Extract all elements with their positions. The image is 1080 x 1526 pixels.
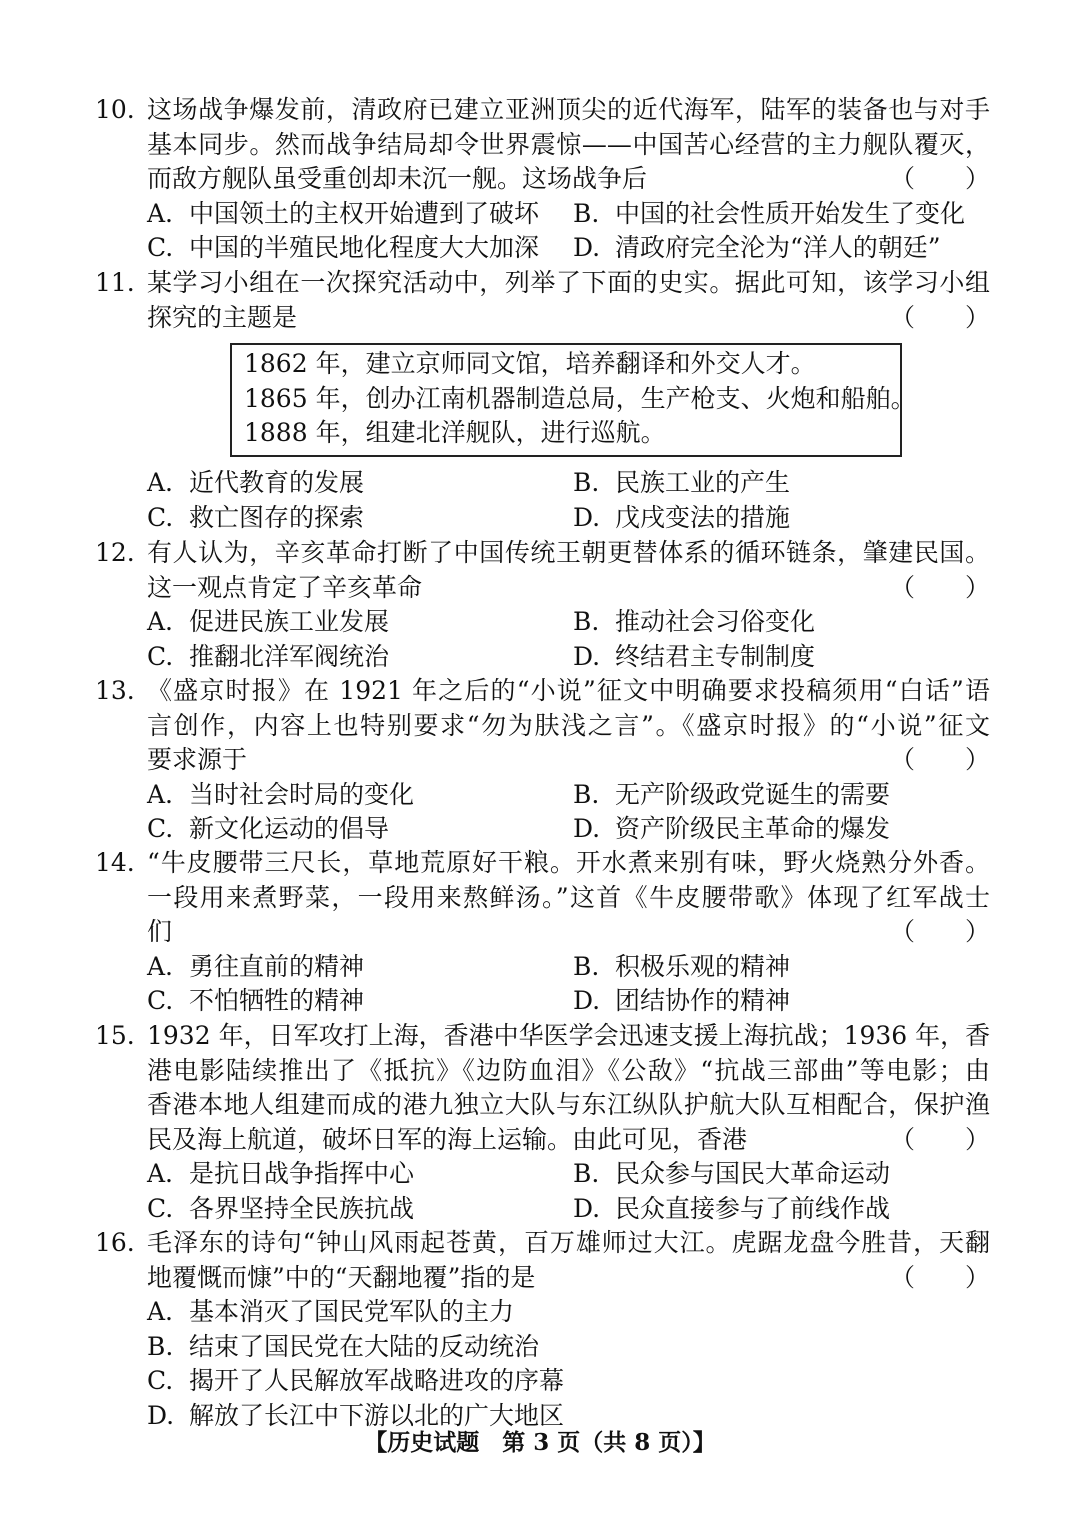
options: [95, 950, 990, 1019]
question-line: [95, 1261, 990, 1296]
option-a: A. 当时社会时局的变化: [147, 779, 415, 809]
question-text: 民及海上航道，破坏日军的海上运输。由此可见，香港: [147, 1124, 748, 1154]
option-a: A. 勇往直前的精神: [147, 951, 365, 981]
question-line: [95, 709, 990, 744]
option-c: C. 揭开了人民解放军战略进攻的序幕: [147, 1366, 565, 1395]
question-number: 10.: [95, 95, 135, 124]
question-line: [95, 301, 990, 336]
question-15: [95, 1019, 990, 1226]
question-14: [95, 846, 990, 1019]
options: [95, 197, 990, 266]
question-line: [95, 128, 990, 163]
question-line: [95, 743, 990, 778]
question-line: [95, 1226, 990, 1261]
option-a: A. 促进民族工业发展: [147, 607, 390, 636]
question-line: [95, 881, 990, 916]
options: [95, 1157, 990, 1226]
option-d: D. 团结协作的精神: [573, 986, 791, 1015]
option-c: C. 救亡图存的探索: [147, 502, 365, 532]
option-c: C. 各界坚持全民族抗战: [147, 1193, 415, 1223]
question-text: 要求源于: [147, 745, 248, 774]
question-text: “牛皮腰带三尺长，草地荒原好干粮。开水煮来别有味，野火烧熟分外香。: [147, 848, 990, 877]
answer-blank: （ ）: [889, 1124, 990, 1154]
option-b: B. 民众参与国民大革命运动: [573, 1159, 891, 1188]
question-text: 这场战争爆发前，清政府已建立亚洲顶尖的近代海军，陆军的装备也与对手: [147, 95, 990, 124]
answer-blank: （ ）: [889, 572, 990, 602]
option-c: C. 新文化运动的倡导: [147, 814, 390, 843]
question-11: [95, 266, 990, 335]
option-a: A. 近代教育的发展: [147, 468, 365, 497]
question-line: [95, 93, 990, 128]
option-d: D. 戊戌变法的措施: [573, 502, 791, 532]
option-d: D. 资产阶级民主革命的爆发: [573, 814, 891, 843]
question-text: 言创作，内容上也特别要求“勿为肤浅之言”。《盛京时报》的“小说”征文: [147, 710, 990, 740]
fact-line: 1862 年，建立京师同文馆，培养翻译和外交人才。: [244, 349, 816, 378]
question-text: 探究的主题是: [147, 302, 298, 332]
options: [95, 778, 990, 847]
answer-blank: （ ）: [889, 1262, 990, 1292]
option-d: D. 民众直接参与了前线作战: [573, 1193, 891, 1223]
question-number: 12.: [95, 538, 135, 567]
question-line: [95, 674, 990, 709]
question-number: 15.: [95, 1021, 135, 1050]
options: [95, 1295, 990, 1433]
answer-blank: （ ）: [889, 745, 990, 774]
question-text: 某学习小组在一次探究活动中，列举了下面的史实。据此可知，该学习小组: [147, 268, 990, 297]
option-a: A. 基本消灭了国民党军队的主力: [147, 1297, 515, 1326]
options: [95, 466, 990, 535]
page-footer: 【历史试题 第 3 页（共 8 页）】: [364, 1429, 716, 1456]
option-c: C. 推翻北洋军阀统治: [147, 641, 390, 671]
question-text: 而敌方舰队虽受重创却未沉一舰。这场战争后: [147, 164, 648, 193]
option-b: B. 民族工业的产生: [573, 468, 791, 497]
question-16: [95, 1226, 990, 1433]
question-line: [95, 266, 990, 301]
answer-blank: （ ）: [889, 302, 990, 332]
option-b: B. 无产阶级政党诞生的需要: [573, 779, 891, 809]
question-line: [95, 846, 990, 881]
question-13: [95, 674, 990, 847]
question-line: [95, 1019, 990, 1054]
question-text: 港电影陆续推出了《抵抗》《边防血泪》《公敌》“抗战三部曲”等电影；由: [147, 1055, 990, 1085]
question-text: 《盛京时报》在 1921 年之后的“小说”征文中明确要求投稿须用“白话”语: [147, 676, 990, 705]
question-number: 16.: [95, 1228, 135, 1257]
option-a: A. 中国领土的主权开始遭到了破坏: [147, 198, 540, 228]
answer-blank: （ ）: [889, 917, 990, 946]
question-text: 毛泽东的诗句“钟山风雨起苍黄，百万雄师过大江。虎踞龙盘今胜昔，天翻: [147, 1228, 990, 1257]
question-line: [95, 1088, 990, 1123]
question-line: [95, 571, 990, 606]
question-text: 有人认为，辛亥革命打断了中国传统王朝更替体系的循环链条，肇建民国。: [147, 538, 990, 567]
question-line: [95, 162, 990, 197]
question-line: [95, 1123, 990, 1158]
fact-line: 1888 年，组建北洋舰队，进行巡航。: [244, 418, 666, 447]
question-10: [95, 93, 990, 266]
answer-blank: （ ）: [889, 164, 990, 193]
option-d: D. 清政府完全沦为“洋人的朝廷”: [573, 233, 941, 262]
option-b: B. 中国的社会性质开始发生了变化: [573, 198, 966, 228]
question-text: 香港本地人组建而成的港九独立大队与东江纵队护航大队互相配合，保护渔: [147, 1090, 990, 1119]
option-d: D. 终结君主专制制度: [573, 641, 816, 671]
question-number: 11.: [95, 268, 135, 297]
option-b: B. 推动社会习俗变化: [573, 607, 816, 636]
question-text: 地覆慨而慷”中的“天翻地覆”指的是: [147, 1262, 536, 1292]
question-text: 一段用来煮野菜，一段用来熬鲜汤。”这首《牛皮腰带歌》体现了红军战士: [147, 882, 990, 912]
option-d: D. 解放了长江中下游以北的广大地区: [147, 1400, 565, 1430]
question-text: 们: [147, 917, 173, 946]
option-c: C. 不怕牺牲的精神: [147, 986, 365, 1015]
question-line: [95, 536, 990, 571]
question-line: [95, 1054, 990, 1089]
question-text: 这一观点肯定了辛亥革命: [147, 572, 423, 602]
option-c: C. 中国的半殖民地化程度大大加深: [147, 233, 540, 262]
question-line: [95, 915, 990, 950]
options: [95, 605, 990, 674]
question-text: 基本同步。然而战争结局却令世界震惊——中国苦心经营的主力舰队覆灭，: [147, 129, 990, 159]
question-number: 14.: [95, 848, 135, 877]
question-12: [95, 536, 990, 674]
question-number: 13.: [95, 676, 135, 705]
option-a: A. 是抗日战争指挥中心: [147, 1159, 415, 1188]
historical-facts-box: [230, 343, 916, 457]
question-text: 1932 年，日军攻打上海，香港中华医学会迅速支援上海抗战；1936 年，香: [147, 1021, 991, 1050]
question-11-options: [95, 466, 990, 535]
fact-line: 1865 年，创办江南机器制造总局，生产枪支、火炮和船舶。: [244, 383, 916, 413]
option-b: B. 积极乐观的精神: [573, 951, 791, 981]
option-b: B. 结束了国民党在大陆的反动统治: [147, 1331, 540, 1361]
